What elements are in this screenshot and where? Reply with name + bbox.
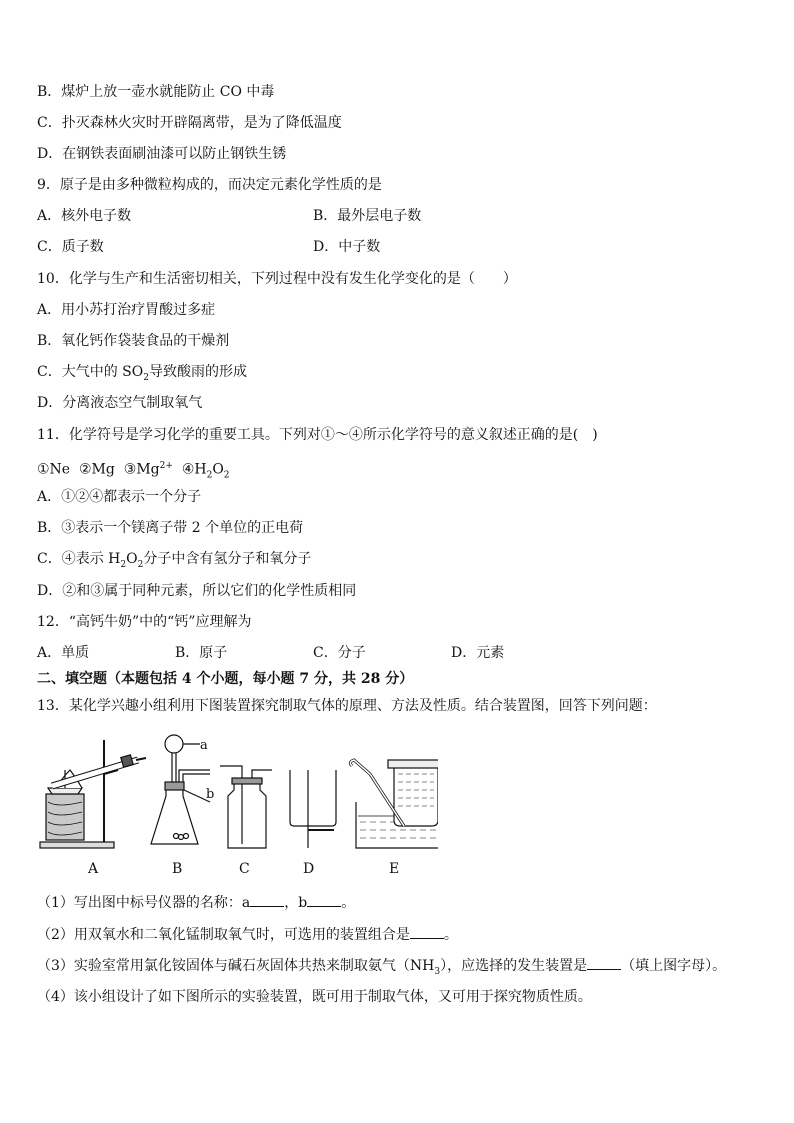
q8-option-b: B．煤炉上放一壶水就能防止 CO 中毒 — [37, 84, 275, 100]
q8-option-d: D．在钢铁表面刷油漆可以防止钢铁生锈 — [37, 146, 287, 162]
apparatus-figure — [38, 730, 438, 855]
q9-option-c: C．质子数 — [37, 239, 104, 255]
callout-b-label: b — [206, 787, 215, 802]
apparatus-d-drawing — [290, 770, 336, 848]
q11-symbols: ①Ne ②Mg $③Mg^{2+}$ $④H_2O_2$ — [37, 461, 230, 481]
figure-label-b: B — [172, 861, 183, 877]
q12-option-c: C．分子 — [313, 645, 366, 661]
section-2-title: 二、填空题（本题包括 4 个小题，每小题 7 分，共 28 分） — [37, 671, 414, 687]
q12-stem: 12．“高钙牛奶”中的“钙”应理解为 — [37, 614, 252, 630]
q9-stem: 9．原子是由多种微粒构成的，而决定元素化学性质的是 — [37, 177, 382, 193]
q9-option-b: B．最外层电子数 — [313, 208, 422, 224]
q9-option-d: D．中子数 — [313, 239, 381, 255]
q13-stem: 13．某化学兴趣小组利用下图装置探究制取气体的原理、方法及性质。结合装置图，回答下列问题： — [37, 698, 657, 714]
figure-label-c: C — [239, 861, 250, 877]
q11-option-b: B．③表示一个镁离子带 2 个单位的正电荷 — [37, 520, 304, 536]
q10-option-c: C．大气中的 $SO_2$导致酸雨的形成 — [37, 364, 247, 383]
q10-stem: 10．化学与生产和生活密切相关，下列过程中没有发生化学变化的是（ ） — [37, 271, 517, 287]
figure-label-e: E — [389, 861, 400, 877]
q13-part-1: （1）写出图中标号仪器的名称：a ，b 。 — [37, 895, 356, 911]
q11-option-a: A．①②④都表示一个分子 — [37, 489, 202, 505]
q12-option-a: A．单质 — [37, 645, 90, 661]
apparatus-c-drawing — [220, 766, 272, 848]
q10-option-b: B．氧化钙作袋装食品的干燥剂 — [37, 333, 230, 349]
q12-option-d: D．元素 — [451, 645, 505, 661]
q11-option-c: C．④表示 $H_2O_2$分子中含有氢分子和氧分子 — [37, 551, 312, 570]
answer-blank-b[interactable] — [307, 894, 341, 907]
q10-option-a: A．用小苏打治疗胃酸过多症 — [37, 302, 216, 318]
q12-option-b: B．原子 — [175, 645, 228, 661]
figure-label-d: D — [303, 861, 315, 877]
apparatus-e-drawing — [350, 760, 438, 848]
q13-part-3: （3）实验室常用氯化铵固体与碱石灰固体共热来制取氨气$(NH_3)$，应选择的发生装置是 （填上图字母）。 — [37, 958, 727, 977]
q13-part-4: （4）该小组设计了如下图所示的实验装置，既可用于制取气体，又可用于探究物质性质。 — [37, 989, 592, 1005]
q11-stem: 11．化学符号是学习化学的重要工具。下列对①～④所示化学符号的意义叙述正确的是( ) — [37, 427, 598, 443]
q8-option-c: C．扑灭森林火灾时开辟隔离带，是为了降低温度 — [37, 115, 342, 131]
q11-option-d: D．②和③属于同种元素，所以它们的化学性质相同 — [37, 583, 357, 599]
callout-a-label: a — [200, 738, 208, 753]
answer-blank-3[interactable] — [587, 957, 621, 970]
answer-blank-2[interactable] — [410, 926, 444, 939]
apparatus-a-drawing — [40, 740, 146, 848]
figure-label-a: A — [88, 861, 99, 877]
answer-blank-a[interactable] — [250, 894, 284, 907]
q13-part-2: （2）用双氧水和二氧化锰制取氧气时，可选用的装置组合是 。 — [37, 927, 458, 943]
q9-option-a: A．核外电子数 — [37, 208, 132, 224]
q10-option-d: D．分离液态空气制取氧气 — [37, 395, 203, 411]
